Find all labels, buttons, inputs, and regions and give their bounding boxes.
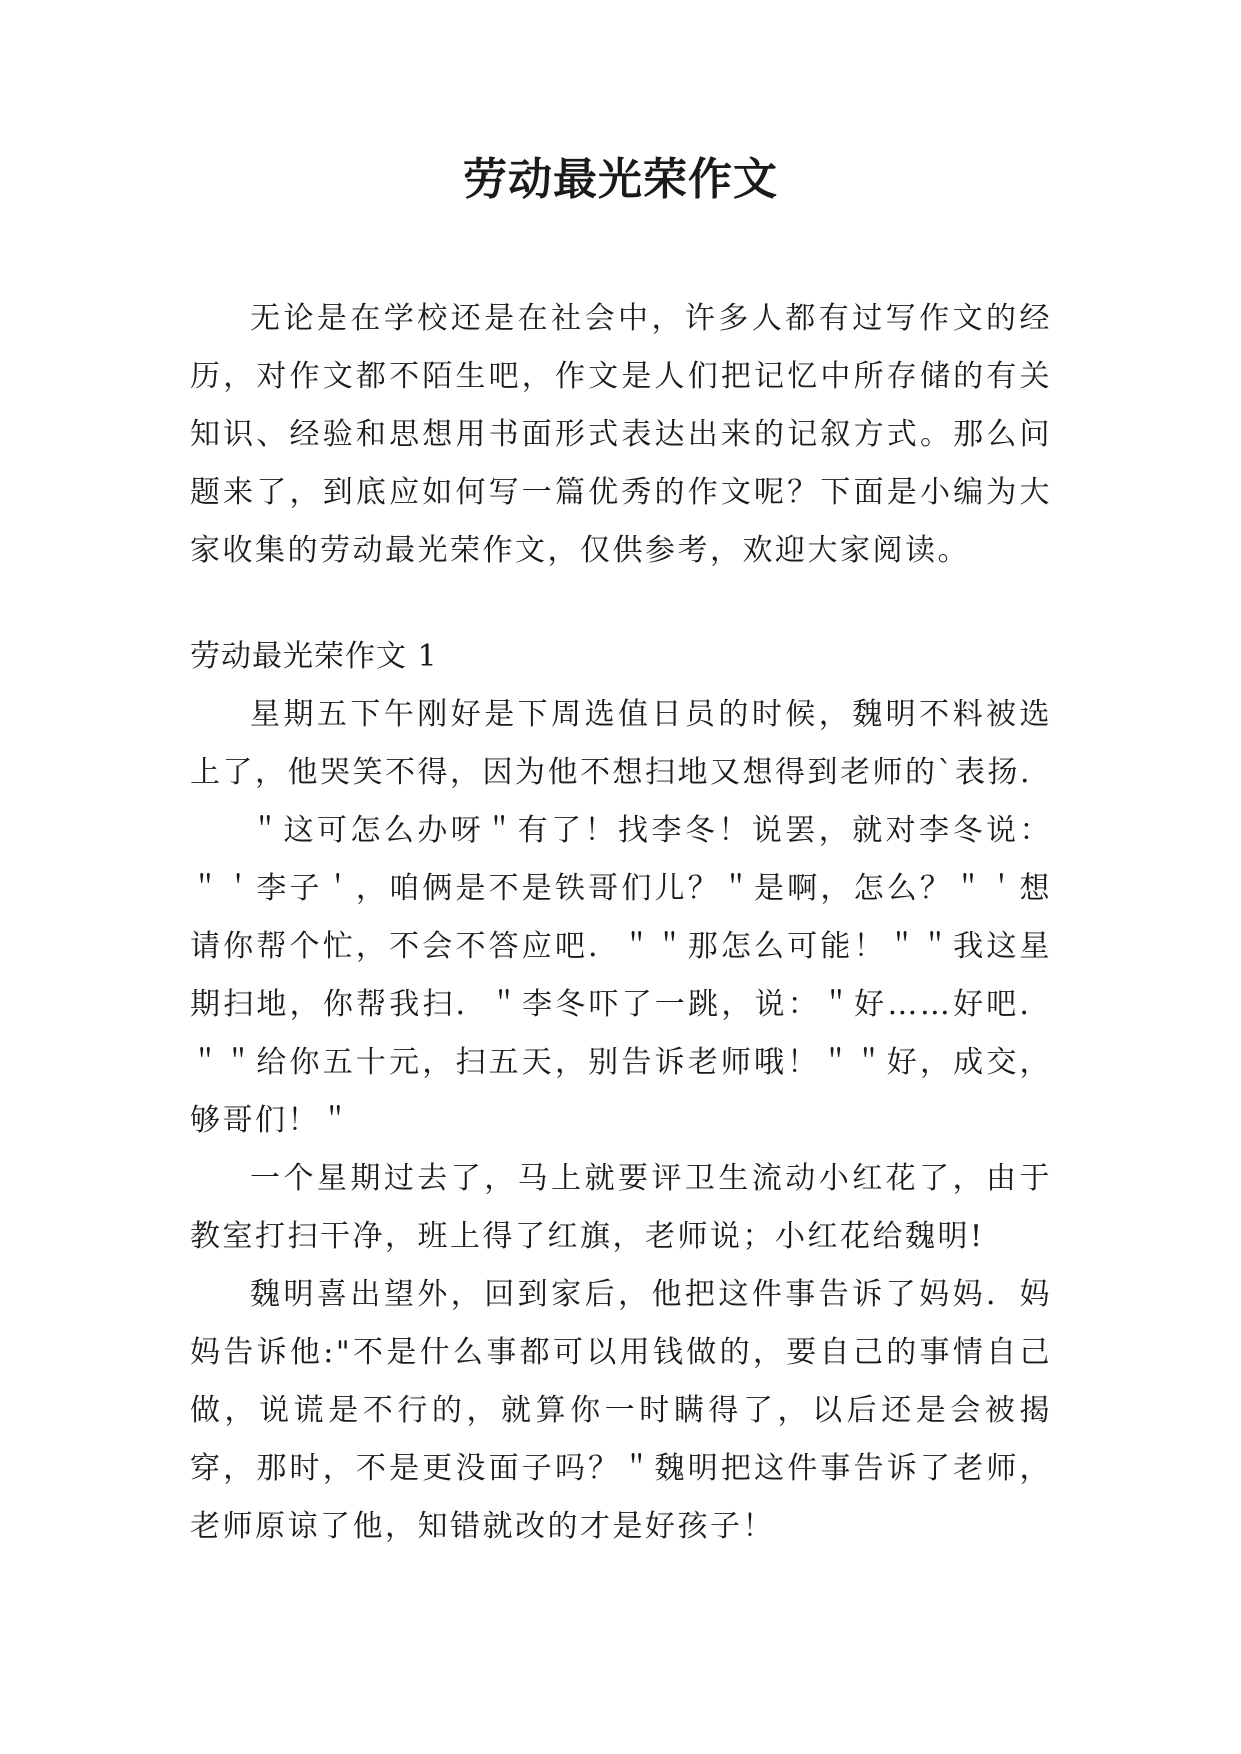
intro-paragraph: 无论是在学校还是在社会中，许多人都有过写作文的经历，对作文都不陌生吧，作文是人们把记忆中所存储的有关知识、经验和思想用书面形式表达出来的记叙方式。那么问题来了，到底应如何写一篇优秀的作文呢？下面是小编为大家收集的劳动最光荣作文，仅供参考，欢迎大家阅读。 — [190, 301, 1052, 568]
document-title: 劳动最光荣作文 — [463, 154, 778, 205]
body-paragraph: 魏明喜出望外，回到家后，他把这件事告诉了妈妈．妈妈告诉他:"不是什么事都可以用钱做的，要自己的事情自己做，说谎是不行的，就算你一时瞒得了，以后还是会被揭穿，那时，不是更没面子吗？＂魏明把这件事告诉了老师，老师原谅了他，知错就改的才是好孩子！ — [190, 1277, 1052, 1544]
section-heading: 劳动最光荣作文 1 — [190, 639, 438, 674]
document-body — [190, 290, 1052, 1556]
body-paragraph: ＂这可怎么办呀＂有了！找李冬！说罢，就对李冬说：＂＇李子＇，咱俩是不是铁哥们儿？＂是啊，怎么？＂＇想请你帮个忙，不会不答应吧．＂＂那怎么可能！＂＂我这星期扫地，你帮我扫．＂李冬吓了一跳，说：＂好……好吧．＂＂给你五十元，扫五天，别告诉老师哦！＂＂好，成交，够哥们！＂ — [190, 813, 1052, 1138]
body-paragraph: 一个星期过去了，马上就要评卫生流动小红花了，由于教室打扫干净，班上得了红旗，老师说；小红花给魏明! — [190, 1161, 1052, 1254]
body-paragraph: 星期五下午刚好是下周选值日员的时候，魏明不料被选上了，他哭笑不得，因为他不想扫地又想得到老师的`表扬. — [190, 697, 1052, 790]
